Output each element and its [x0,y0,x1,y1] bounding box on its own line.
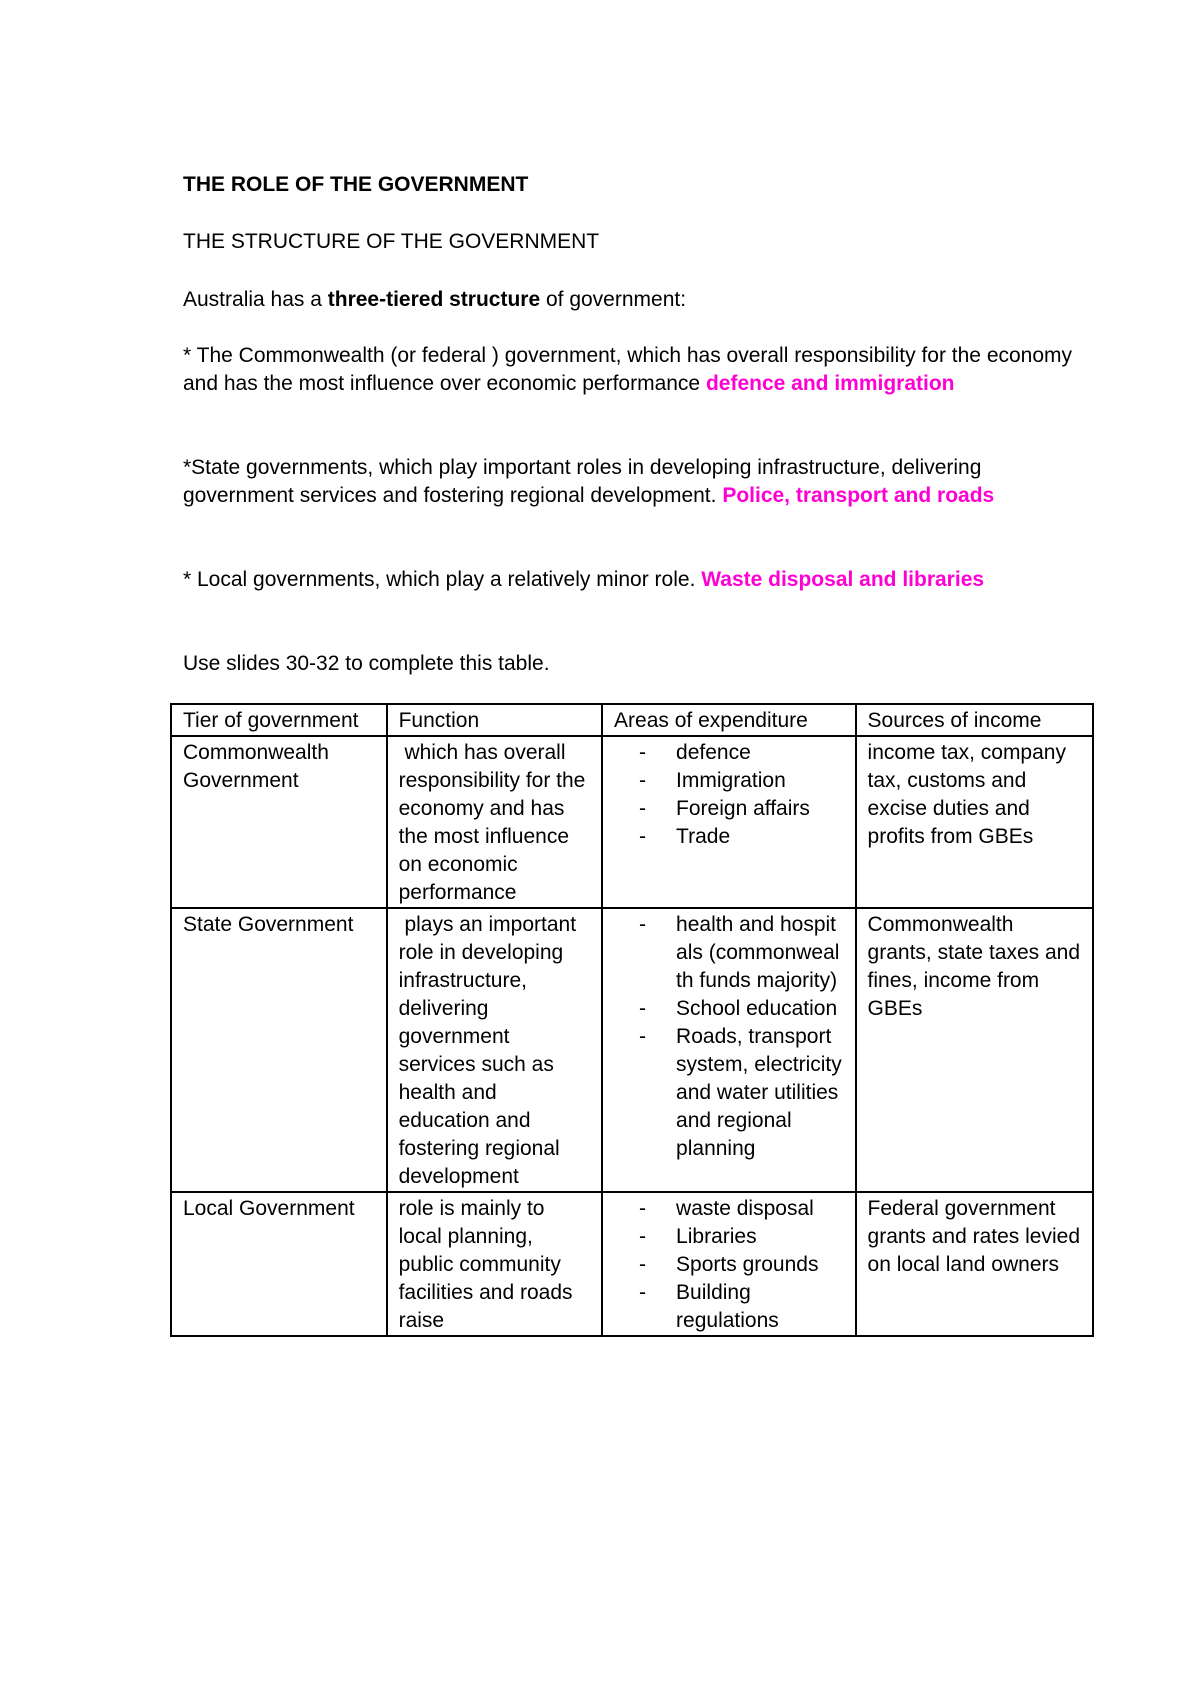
document-subtitle: THE STRUCTURE OF THE GOVERNMENT [183,230,600,253]
list-item-text: defence [676,741,751,764]
list-item-text: Foreign affairs [676,797,810,820]
table-row [171,908,1093,1192]
dash-bullet: - [639,825,647,848]
list-item [603,739,845,767]
list-item-text: waste disposal [676,1197,814,1220]
dash-bullet: - [639,741,647,764]
list-item-text: Building regulations [676,1281,779,1332]
intro-text-after: of government: [540,288,687,311]
header-income: Sources of income [856,704,1093,736]
dash-bullet: - [639,1281,647,1304]
list-item [603,995,845,1023]
dash-bullet: - [639,997,647,1020]
list-item [603,1023,845,1163]
government-tiers-table [170,703,1094,1337]
dash-bullet: - [639,797,647,820]
document-title: THE ROLE OF THE GOVERNMENT [183,173,529,196]
list-item-text: Libraries [676,1225,757,1248]
point-local [183,566,1083,594]
cell-expenditure [602,1192,856,1336]
cell-tier: State Government [171,908,387,1192]
header-function: Function [387,704,602,736]
list-item [603,1279,845,1335]
list-item-text: health and hospitals (commonwealth funds majority) [676,913,840,992]
instruction-text: Use slides 30-32 to complete this table. [183,652,550,675]
expenditure-list [603,911,845,1163]
point-commonwealth [183,342,1083,398]
point-highlight: Waste disposal and libraries [701,568,985,591]
intro-paragraph [183,286,686,314]
list-item-text: Trade [676,825,731,848]
list-item [603,767,845,795]
dash-bullet: - [639,1197,647,1220]
point-text: * The Commonwealth (or federal ) government, which has overall responsibility for the economy and has the most influence over economic performance [183,344,1073,395]
cell-income: income tax, company tax, customs and excise duties and profits from GBEs [856,736,1093,908]
cell-income: Federal government grants and rates levied on local land owners [856,1192,1093,1336]
list-item [603,795,845,823]
table-header-row [171,704,1093,736]
expenditure-list [603,739,845,851]
cell-tier: Commonwealth Government [171,736,387,908]
list-item [603,1223,845,1251]
cell-expenditure [602,736,856,908]
point-text: * Local governments, which play a relatively minor role. [183,568,702,591]
cell-income: Commonwealth grants, state taxes and fines, income from GBEs [856,908,1093,1192]
list-item-text: Roads, transport system, electricity and water utilities and regional planning [676,1025,842,1160]
list-item-text: Sports grounds [676,1253,819,1276]
intro-text-bold: three-tiered structure [327,288,541,311]
header-expenditure: Areas of expenditure [602,704,856,736]
list-item [603,823,845,851]
point-state [183,454,1083,510]
point-text: *State governments, which play important roles in developing infrastructure, delivering government services and fostering regional development. [183,456,982,507]
table-row [171,1192,1093,1336]
list-item [603,1195,845,1223]
list-item [603,1251,845,1279]
point-highlight: defence and immigration [705,372,955,395]
cell-function: which has overall responsibility for the economy and has the most influence on economic performance [387,736,602,908]
cell-tier: Local Government [171,1192,387,1336]
header-tier: Tier of government [171,704,387,736]
dash-bullet: - [639,1253,647,1276]
dash-bullet: - [639,1225,647,1248]
cell-expenditure [602,908,856,1192]
expenditure-list [603,1195,845,1335]
dash-bullet: - [639,769,647,792]
table-row [171,736,1093,908]
cell-function: plays an important role in developing infrastructure, delivering government services such as health and education and fostering regional development [387,908,602,1192]
intro-text-before: Australia has a [183,288,328,311]
dash-bullet: - [639,913,647,936]
cell-function: role is mainly to local planning, public community facilities and roads raise [387,1192,602,1336]
list-item-text: Immigration [676,769,786,792]
list-item-text: School education [676,997,838,1020]
dash-bullet: - [639,1025,647,1048]
point-highlight: Police, transport and roads [722,484,995,507]
list-item [603,911,845,995]
